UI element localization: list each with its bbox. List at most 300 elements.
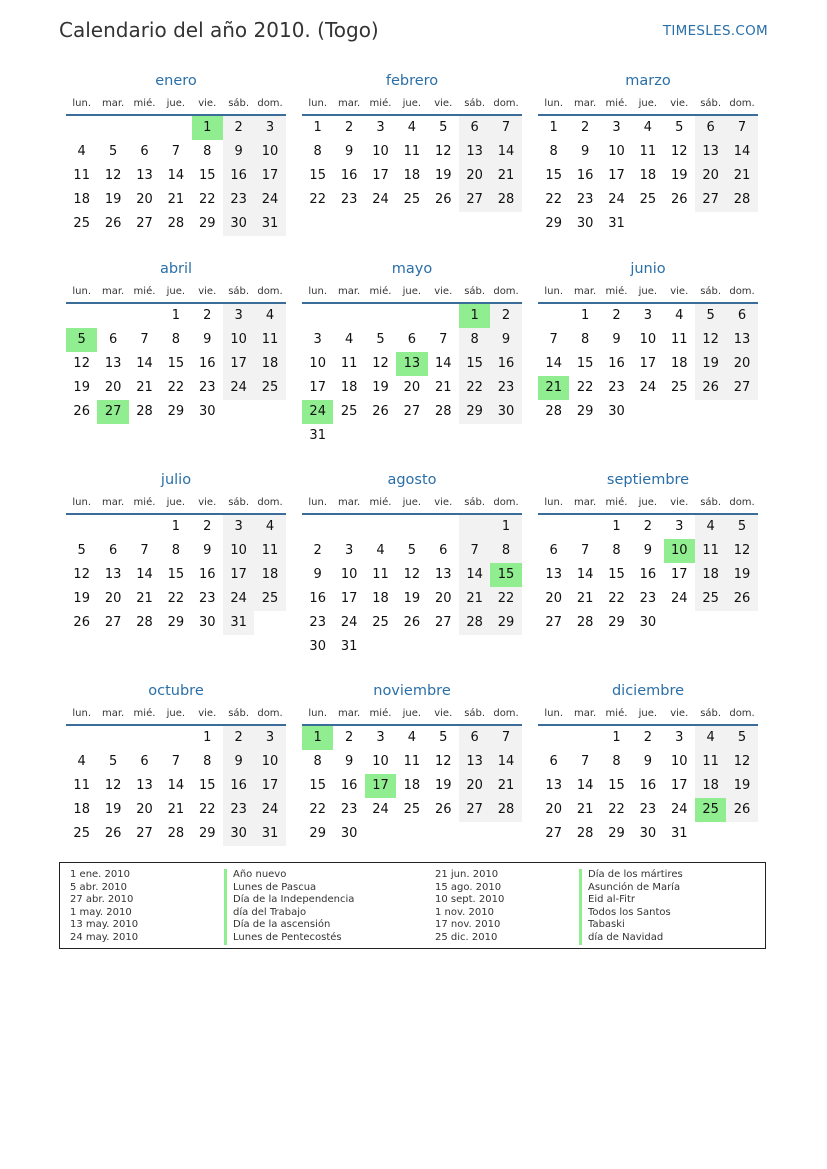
- day-cell: 6: [407, 332, 416, 347]
- day-cell: 3: [254, 726, 285, 750]
- day-grid: [538, 726, 758, 846]
- weekday-label: dom.: [257, 708, 283, 719]
- day-cell: 26: [403, 615, 421, 630]
- weekday-label: lun.: [544, 286, 564, 297]
- day-cell: 2: [223, 116, 254, 140]
- weekday-label: jue.: [402, 708, 422, 719]
- day-cell: 6: [549, 543, 558, 558]
- day-cell: 12: [434, 144, 452, 159]
- empty-cell: [302, 515, 333, 539]
- day-cell: 15: [309, 168, 326, 183]
- day-cell: 13: [726, 328, 757, 352]
- holiday-name: Tabaski: [579, 919, 683, 932]
- day-cell: 12: [670, 144, 688, 159]
- day-cell: 5: [108, 754, 118, 769]
- month-name: diciembre: [611, 683, 685, 699]
- day-cell: 11: [639, 144, 657, 159]
- day-cell: 20: [136, 192, 153, 207]
- day-cell: 21: [167, 802, 185, 817]
- day-cell: 12: [434, 754, 452, 769]
- day-cell: 7: [490, 726, 521, 750]
- day-cell: 19: [670, 168, 688, 183]
- day-cell: 12: [104, 168, 122, 183]
- empty-cell: [365, 515, 396, 539]
- day-grid: [538, 304, 758, 424]
- day-cell: 18: [403, 778, 421, 793]
- weekday-label: vie.: [198, 708, 217, 719]
- day-cell: 6: [108, 332, 118, 347]
- day-cell: 24: [670, 591, 688, 606]
- day-cell: 9: [612, 332, 621, 347]
- weekday-label: lun.: [544, 708, 564, 719]
- day-cell: 23: [223, 798, 254, 822]
- weekday-label: mié.: [605, 286, 628, 297]
- day-cell: 17: [639, 356, 657, 371]
- empty-cell: [97, 726, 128, 750]
- empty-cell: [428, 515, 459, 539]
- day-cell: 14: [136, 356, 153, 371]
- day-cell: 1: [203, 730, 212, 745]
- weekday-header: [538, 493, 758, 515]
- day-cell: 7: [490, 116, 521, 140]
- day-cell: 15: [309, 778, 326, 793]
- day-cell: 18: [403, 168, 421, 183]
- empty-cell: [538, 304, 569, 328]
- day-cell: 1: [612, 519, 621, 534]
- month-name: julio: [160, 472, 192, 488]
- day-cell: 25: [73, 216, 90, 231]
- weekday-label: mié.: [605, 497, 628, 508]
- empty-cell: [569, 515, 600, 539]
- weekday-label: mié.: [369, 98, 392, 109]
- weekday-label: mar.: [573, 708, 597, 719]
- day-cell: 14: [576, 567, 594, 582]
- day-cell: 29: [576, 404, 594, 419]
- weekday-label: mié.: [369, 286, 392, 297]
- holiday-day: 24: [302, 400, 333, 424]
- day-cell: 18: [372, 591, 389, 606]
- weekday-label: lun.: [72, 497, 92, 508]
- weekday-label: sáb.: [700, 497, 722, 508]
- holiday-date: 21 jun. 2010: [435, 869, 499, 880]
- day-cell: 8: [171, 543, 180, 558]
- day-cell: 17: [223, 352, 254, 376]
- weekday-label: mié.: [369, 497, 392, 508]
- weekday-label: mar.: [573, 98, 597, 109]
- day-cell: 31: [254, 212, 285, 236]
- day-cell: 17: [254, 164, 285, 188]
- day-cell: 16: [198, 567, 216, 582]
- weekday-label: mié.: [605, 708, 628, 719]
- day-cell: 3: [675, 730, 684, 745]
- day-cell: 31: [670, 826, 688, 841]
- month-diciembre: [538, 680, 758, 846]
- day-cell: 25: [639, 192, 657, 207]
- day-cell: 7: [549, 332, 558, 347]
- weekday-header: [538, 282, 758, 304]
- day-cell: 19: [403, 591, 421, 606]
- day-cell: 15: [198, 168, 216, 183]
- day-cell: 19: [73, 380, 90, 395]
- weekday-label: lun.: [308, 98, 328, 109]
- day-cell: 22: [309, 802, 326, 817]
- weekday-label: jue.: [166, 286, 186, 297]
- empty-cell: [365, 304, 396, 328]
- holiday-day: 15: [490, 563, 521, 587]
- day-cell: 2: [612, 308, 621, 323]
- weekday-header: [538, 704, 758, 726]
- day-cell: 17: [670, 778, 688, 793]
- day-cell: 26: [104, 216, 122, 231]
- day-cell: 28: [136, 615, 153, 630]
- day-cell: 13: [459, 140, 490, 164]
- weekday-label: dom.: [493, 286, 519, 297]
- day-cell: 30: [223, 212, 254, 236]
- day-cell: 3: [223, 515, 254, 539]
- day-cell: 15: [545, 168, 562, 183]
- day-cell: 13: [545, 778, 562, 793]
- weekday-label: jue.: [402, 497, 422, 508]
- weekday-label: jue.: [166, 497, 186, 508]
- day-cell: 23: [223, 188, 254, 212]
- weekday-label: vie.: [670, 98, 689, 109]
- day-cell: 12: [726, 539, 757, 563]
- day-cell: 20: [695, 164, 726, 188]
- month-octubre: [66, 680, 286, 846]
- weekday-header: [66, 282, 286, 304]
- day-cell: 23: [198, 591, 216, 606]
- day-cell: 12: [726, 750, 757, 774]
- day-cell: 13: [459, 750, 490, 774]
- day-grid: [66, 726, 286, 846]
- day-cell: 28: [490, 188, 521, 212]
- empty-cell: [129, 116, 160, 140]
- day-cell: 16: [198, 356, 216, 371]
- day-cell: 17: [372, 168, 389, 183]
- day-cell: 6: [459, 726, 490, 750]
- day-cell: 13: [695, 140, 726, 164]
- day-cell: 11: [695, 750, 726, 774]
- empty-cell: [428, 304, 459, 328]
- day-cell: 4: [77, 144, 86, 159]
- day-cell: 10: [340, 567, 358, 582]
- weekday-label: vie.: [434, 497, 453, 508]
- weekday-label: sáb.: [700, 98, 722, 109]
- weekday-label: sáb.: [228, 98, 250, 109]
- month-febrero: [302, 70, 522, 212]
- day-cell: 11: [403, 144, 421, 159]
- day-cell: 11: [670, 332, 688, 347]
- weekday-label: lun.: [308, 497, 328, 508]
- day-cell: 1: [171, 519, 180, 534]
- day-cell: 8: [580, 332, 590, 347]
- weekday-header: [538, 94, 758, 116]
- holiday-names-left: [224, 869, 354, 945]
- day-cell: 28: [136, 404, 153, 419]
- day-cell: 22: [198, 802, 216, 817]
- weekday-label: vie.: [434, 286, 453, 297]
- day-cell: 15: [167, 567, 185, 582]
- day-cell: 7: [580, 754, 590, 769]
- day-cell: 26: [372, 404, 389, 419]
- day-grid: [302, 116, 522, 212]
- day-cell: 22: [576, 380, 594, 395]
- day-grid: [302, 726, 522, 846]
- day-cell: 23: [608, 380, 625, 395]
- day-cell: 11: [254, 328, 285, 352]
- day-cell: 13: [136, 168, 153, 183]
- holiday-date: 1 ene. 2010: [70, 869, 130, 880]
- day-grid: [66, 515, 286, 635]
- day-cell: 27: [434, 615, 452, 630]
- day-cell: 8: [549, 144, 558, 159]
- day-cell: 2: [344, 730, 354, 745]
- day-cell: 13: [104, 356, 122, 371]
- empty-cell: [569, 726, 600, 750]
- weekday-label: dom.: [729, 497, 755, 508]
- month-name: febrero: [385, 73, 439, 89]
- weekday-header: [302, 282, 522, 304]
- day-cell: 15: [198, 778, 216, 793]
- month-name: abril: [159, 261, 193, 277]
- day-cell: 16: [608, 356, 625, 371]
- page-header: [59, 18, 768, 48]
- day-cell: 23: [198, 380, 216, 395]
- day-cell: 10: [608, 144, 625, 159]
- weekday-label: vie.: [434, 98, 453, 109]
- holiday-day: 10: [664, 539, 695, 563]
- day-cell: 9: [203, 332, 212, 347]
- day-cell: 29: [198, 826, 216, 841]
- day-cell: 3: [313, 332, 322, 347]
- day-cell: 14: [576, 778, 594, 793]
- empty-cell: [396, 304, 427, 328]
- day-cell: 22: [545, 192, 562, 207]
- month-enero: [66, 70, 286, 236]
- day-cell: 21: [576, 591, 594, 606]
- page-title: Calendario del año 2010. (Togo): [59, 18, 379, 42]
- day-cell: 20: [434, 591, 452, 606]
- day-cell: 4: [695, 726, 726, 750]
- day-cell: 28: [490, 798, 521, 822]
- day-cell: 23: [340, 192, 358, 207]
- empty-cell: [538, 515, 569, 539]
- holiday-day: 21: [538, 376, 569, 400]
- day-cell: 2: [344, 120, 354, 135]
- day-cell: 19: [104, 192, 122, 207]
- day-cell: 23: [309, 615, 326, 630]
- day-cell: 9: [344, 144, 354, 159]
- weekday-label: sáb.: [464, 286, 486, 297]
- day-cell: 8: [612, 543, 621, 558]
- day-cell: 24: [340, 615, 358, 630]
- day-cell: 30: [608, 404, 625, 419]
- day-cell: 30: [198, 615, 216, 630]
- brand-link[interactable]: TIMESLES.COM: [662, 23, 768, 39]
- weekday-label: mar.: [337, 286, 361, 297]
- weekday-label: lun.: [544, 497, 564, 508]
- weekday-label: lun.: [308, 286, 328, 297]
- day-cell: 13: [434, 567, 452, 582]
- month-name: mayo: [391, 261, 433, 277]
- day-cell: 7: [140, 543, 149, 558]
- day-cell: 3: [675, 519, 684, 534]
- day-cell: 7: [459, 539, 490, 563]
- weekday-label: jue.: [166, 98, 186, 109]
- day-cell: 11: [372, 567, 389, 582]
- day-cell: 4: [695, 515, 726, 539]
- holiday-name: Lunes de Pentecostés: [224, 932, 354, 945]
- day-cell: 27: [136, 216, 153, 231]
- day-cell: 4: [77, 754, 86, 769]
- day-cell: 29: [459, 400, 490, 424]
- weekday-label: sáb.: [228, 286, 250, 297]
- weekday-label: dom.: [493, 98, 519, 109]
- weekday-label: jue.: [402, 286, 422, 297]
- month-marzo: [538, 70, 758, 236]
- empty-cell: [129, 304, 160, 328]
- day-cell: 29: [608, 826, 625, 841]
- day-cell: 7: [580, 543, 590, 558]
- day-cell: 19: [726, 563, 757, 587]
- day-cell: 17: [254, 774, 285, 798]
- month-name: agosto: [387, 472, 437, 488]
- weekday-label: mié.: [133, 98, 156, 109]
- day-cell: 10: [670, 754, 688, 769]
- day-cell: 22: [608, 802, 625, 817]
- day-cell: 18: [73, 192, 90, 207]
- day-cell: 29: [167, 615, 185, 630]
- day-cell: 14: [490, 750, 521, 774]
- day-cell: 20: [459, 774, 490, 798]
- day-cell: 25: [73, 826, 90, 841]
- holiday-day: 1: [302, 726, 333, 750]
- holiday-date: 5 abr. 2010: [70, 881, 128, 893]
- day-cell: 25: [403, 192, 421, 207]
- day-cell: 30: [576, 216, 594, 231]
- day-cell: 2: [580, 120, 590, 135]
- day-cell: 23: [340, 802, 358, 817]
- day-cell: 13: [136, 778, 153, 793]
- day-cell: 28: [459, 611, 490, 635]
- weekday-label: mar.: [337, 497, 361, 508]
- day-cell: 9: [643, 754, 652, 769]
- day-cell: 5: [675, 120, 684, 135]
- day-cell: 28: [576, 615, 594, 630]
- day-cell: 8: [612, 754, 621, 769]
- day-cell: 30: [490, 400, 521, 424]
- day-cell: 9: [344, 754, 354, 769]
- weekday-label: vie.: [670, 497, 689, 508]
- holiday-date: 1 may. 2010: [70, 906, 132, 918]
- day-cell: 10: [372, 144, 389, 159]
- day-cell: 3: [643, 308, 652, 323]
- holiday-name: Día de la Independencia: [224, 894, 354, 907]
- weekday-label: jue.: [638, 708, 658, 719]
- weekday-label: dom.: [257, 98, 283, 109]
- day-cell: 29: [490, 611, 521, 635]
- month-name: septiembre: [606, 472, 690, 488]
- weekday-label: lun.: [72, 708, 92, 719]
- weekday-label: dom.: [493, 708, 519, 719]
- day-cell: 11: [73, 778, 90, 793]
- holiday-name: día de Navidad: [579, 932, 683, 945]
- weekday-label: sáb.: [228, 708, 250, 719]
- weekday-label: jue.: [402, 98, 422, 109]
- weekday-label: lun.: [72, 98, 92, 109]
- day-cell: 11: [340, 356, 358, 371]
- day-grid: [302, 304, 522, 448]
- empty-cell: [459, 515, 490, 539]
- empty-cell: [129, 726, 160, 750]
- day-cell: 7: [171, 144, 180, 159]
- weekday-label: mar.: [573, 497, 597, 508]
- day-cell: 12: [372, 356, 389, 371]
- day-cell: 10: [372, 754, 389, 769]
- empty-cell: [160, 116, 191, 140]
- weekday-label: vie.: [198, 497, 217, 508]
- empty-cell: [66, 304, 97, 328]
- day-cell: 10: [309, 356, 326, 371]
- day-cell: 1: [612, 730, 621, 745]
- day-cell: 17: [340, 591, 358, 606]
- day-cell: 18: [639, 168, 657, 183]
- day-cell: 24: [254, 798, 285, 822]
- day-cell: 4: [344, 332, 354, 347]
- day-cell: 31: [223, 611, 254, 635]
- weekday-header: [302, 704, 522, 726]
- day-cell: 25: [372, 615, 389, 630]
- weekday-label: mié.: [369, 708, 392, 719]
- day-cell: 31: [608, 216, 625, 231]
- day-cell: 17: [309, 380, 326, 395]
- day-cell: 19: [726, 774, 757, 798]
- day-cell: 11: [254, 539, 285, 563]
- day-cell: 16: [223, 164, 254, 188]
- day-cell: 28: [167, 826, 185, 841]
- day-cell: 22: [608, 591, 625, 606]
- day-cell: 5: [77, 543, 86, 558]
- day-cell: 3: [376, 120, 385, 135]
- day-cell: 29: [198, 216, 216, 231]
- day-cell: 6: [140, 754, 149, 769]
- day-cell: 23: [576, 192, 594, 207]
- day-cell: 14: [490, 140, 521, 164]
- day-cell: 17: [670, 567, 688, 582]
- day-cell: 7: [171, 754, 180, 769]
- weekday-label: mié.: [133, 286, 156, 297]
- month-junio: [538, 258, 758, 424]
- empty-cell: [66, 726, 97, 750]
- day-cell: 8: [313, 144, 322, 159]
- day-cell: 28: [576, 826, 594, 841]
- day-cell: 26: [434, 802, 452, 817]
- day-grid: [66, 304, 286, 424]
- day-cell: 3: [612, 120, 621, 135]
- day-cell: 24: [372, 802, 389, 817]
- day-cell: 9: [223, 750, 254, 774]
- weekday-header: [66, 94, 286, 116]
- day-cell: 25: [670, 380, 688, 395]
- day-cell: 24: [254, 188, 285, 212]
- holiday-day: 13: [396, 352, 427, 376]
- day-cell: 16: [223, 774, 254, 798]
- day-cell: 5: [376, 332, 385, 347]
- weekday-label: vie.: [670, 286, 689, 297]
- holiday-day: 25: [695, 798, 726, 822]
- day-cell: 21: [490, 774, 521, 798]
- day-cell: 20: [459, 164, 490, 188]
